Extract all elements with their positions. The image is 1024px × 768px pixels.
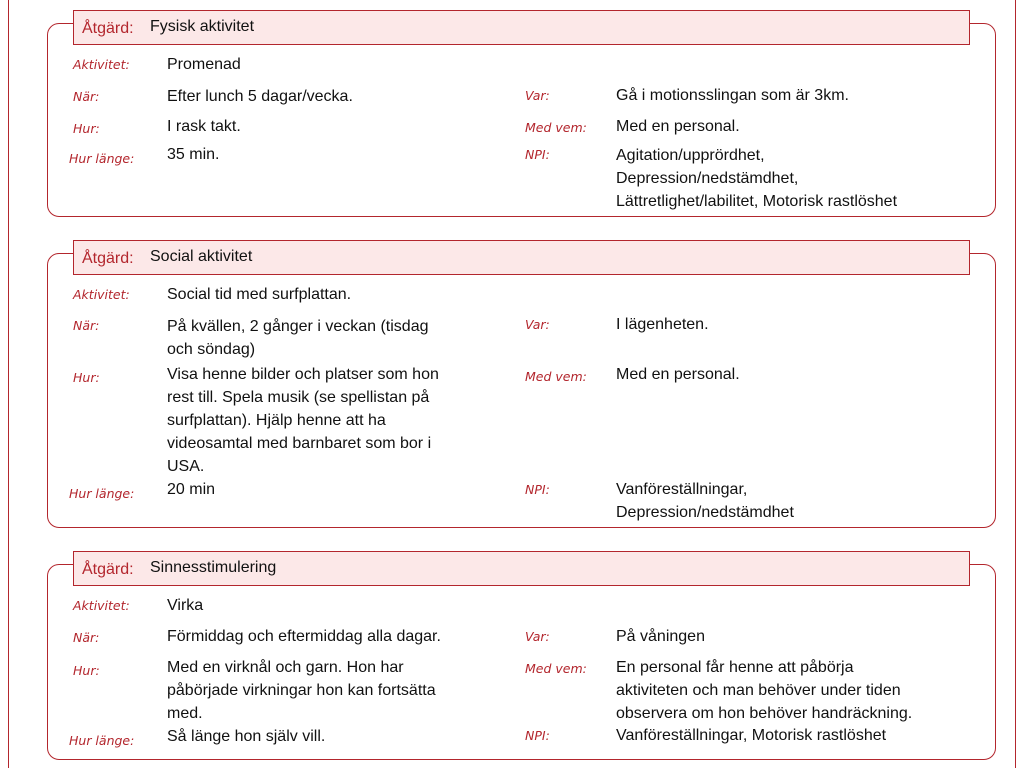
- hur-line: videosamtal med barnbaret som bor i: [167, 435, 432, 452]
- npi-value: Vanföreställningar, Motorisk rastlöshet: [616, 727, 887, 744]
- hur-lange-value: Så länge hon själv vill.: [167, 728, 326, 745]
- section-header: [73, 240, 970, 275]
- med-vem-label: Med vem:: [525, 369, 587, 384]
- aktivitet-value: Social tid med surfplattan.: [167, 286, 352, 303]
- med-vem-line: observera om hon behöver handräckning.: [616, 705, 913, 722]
- hur-line: Visa henne bilder och platser som hon: [167, 366, 439, 383]
- nar-label: När:: [73, 89, 100, 104]
- nar-label: När:: [73, 318, 100, 333]
- atgard-value: Social aktivitet: [150, 248, 253, 265]
- nar-line: På kvällen, 2 gånger i veckan (tisdag: [167, 318, 429, 335]
- hur-line: Med en virknål och garn. Hon har: [167, 659, 404, 676]
- hur-lange-value: 35 min.: [167, 146, 220, 163]
- aktivitet-value: Virka: [167, 597, 204, 614]
- hur-line: rest till. Spela musik (se spellistan på: [167, 389, 430, 406]
- nar-label: När:: [73, 630, 100, 645]
- med-vem-value: [616, 656, 912, 725]
- nar-value: Förmiddag och eftermiddag alla dagar.: [167, 628, 441, 645]
- npi-line: Depression/nedstämdhet,: [616, 170, 799, 187]
- hur-lange-label: Hur länge:: [69, 486, 135, 501]
- var-label: Var:: [525, 88, 550, 103]
- npi-value: [616, 144, 897, 213]
- atgard-label: Åtgärd:: [82, 561, 134, 578]
- aktivitet-value: Promenad: [167, 56, 241, 73]
- atgard-label: Åtgärd:: [82, 250, 134, 267]
- npi-line: Agitation/upprördhet,: [616, 147, 765, 164]
- med-vem-value: Med en personal.: [616, 118, 740, 135]
- hur-line: surfplattan). Hjälp henne att ha: [167, 412, 386, 429]
- med-vem-value: Med en personal.: [616, 366, 740, 383]
- npi-line: Vanföreställningar,: [616, 481, 748, 498]
- hur-lange-value: 20 min: [167, 481, 216, 498]
- npi-label: NPI:: [525, 728, 550, 743]
- var-value: I lägenheten.: [616, 316, 709, 333]
- aktivitet-label: Aktivitet:: [73, 287, 130, 302]
- nar-value: [167, 315, 428, 361]
- hur-line: med.: [167, 705, 203, 722]
- var-label: Var:: [525, 317, 550, 332]
- npi-label: NPI:: [525, 482, 550, 497]
- aktivitet-label: Aktivitet:: [73, 598, 130, 613]
- med-vem-line: aktiviteten och man behöver under tiden: [616, 682, 901, 699]
- nar-line: och söndag): [167, 341, 256, 358]
- var-value: På våningen: [616, 628, 705, 645]
- hur-value: [167, 363, 439, 478]
- hur-line: påbörjade virkningar hon kan fortsätta: [167, 682, 436, 699]
- section-header: [73, 10, 970, 45]
- atgard-value: Fysisk aktivitet: [150, 18, 255, 35]
- hur-label: Hur:: [73, 370, 100, 385]
- atgard-label: Åtgärd:: [82, 20, 134, 37]
- med-vem-line: En personal får henne att påbörja: [616, 659, 854, 676]
- hur-lange-label: Hur länge:: [69, 151, 135, 166]
- var-value: Gå i motionsslingan som är 3km.: [616, 87, 849, 104]
- npi-line: Lättretlighet/labilitet, Motorisk rastlöshet: [616, 193, 898, 210]
- aktivitet-label: Aktivitet:: [73, 57, 130, 72]
- section-header: [73, 551, 970, 586]
- hur-line: USA.: [167, 458, 205, 475]
- hur-label: Hur:: [73, 121, 100, 136]
- npi-line: Depression/nedstämdhet: [616, 504, 794, 521]
- med-vem-label: Med vem:: [525, 661, 587, 676]
- hur-lange-label: Hur länge:: [69, 733, 135, 748]
- npi-label: NPI:: [525, 147, 550, 162]
- med-vem-label: Med vem:: [525, 120, 587, 135]
- var-label: Var:: [525, 629, 550, 644]
- npi-value: [616, 478, 794, 524]
- hur-value: I rask takt.: [167, 118, 241, 135]
- hur-label: Hur:: [73, 663, 100, 678]
- hur-value: [167, 656, 436, 725]
- nar-value: Efter lunch 5 dagar/vecka.: [167, 88, 353, 105]
- atgard-value: Sinnesstimulering: [150, 559, 277, 576]
